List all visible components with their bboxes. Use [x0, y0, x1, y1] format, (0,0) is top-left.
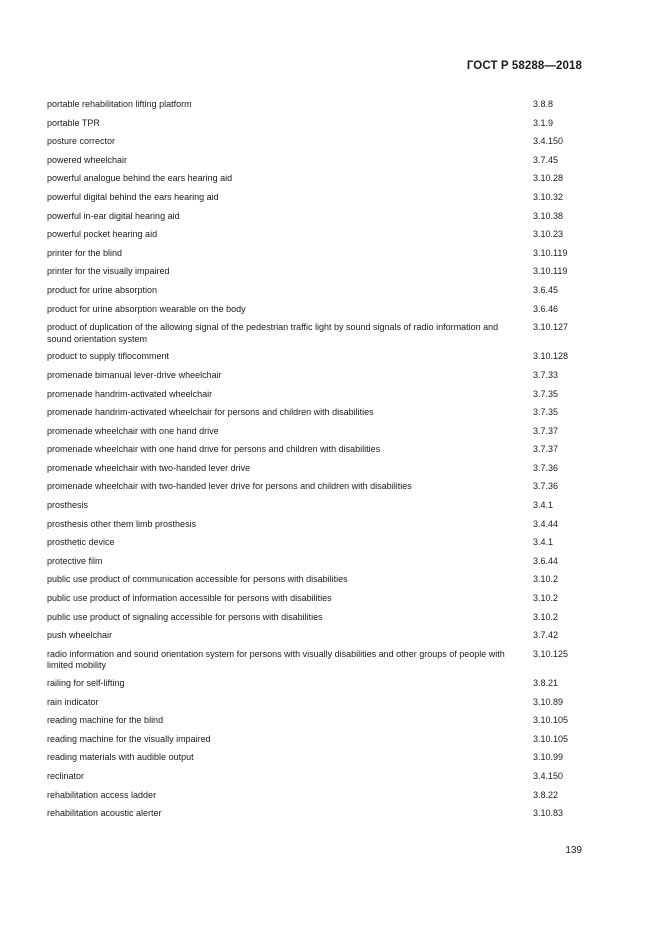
index-entry	[47, 516, 587, 535]
entry-term: prosthesis other them limb prosthesis	[47, 518, 197, 529]
entry-term: product to supply tiflocomment	[47, 351, 170, 362]
entry-reference: 3.4.44	[533, 518, 559, 529]
entry-term: reading materials with audible output	[47, 752, 194, 763]
entry-reference: 3.7.37	[533, 444, 559, 455]
index-entry	[47, 152, 587, 171]
entry-reference: 3.10.105	[533, 733, 569, 744]
entry-reference: 3.10.99	[533, 752, 564, 763]
entry-term: printer for the visually impaired	[47, 266, 170, 277]
entry-reference: 3.6.44	[533, 555, 559, 566]
entry-term: public use product of communication accessible for persons with disabilities	[47, 574, 348, 585]
index-entry	[47, 348, 587, 367]
entry-term: promenade handrim-activated wheelchair for persons and children with disabilities	[47, 407, 374, 418]
entry-reference: 3.10.89	[533, 696, 564, 707]
index-entry	[47, 441, 587, 460]
entry-reference: 3.10.28	[533, 173, 564, 184]
index-entry	[47, 404, 587, 423]
entry-term: rehabilitation acoustic alerter	[47, 808, 162, 819]
index-entry	[47, 675, 587, 694]
entry-term: powerful digital behind the ears hearing aid	[47, 191, 219, 202]
entry-reference: 3.6.45	[533, 284, 559, 295]
index-entry	[47, 245, 587, 264]
index-entry	[47, 282, 587, 301]
entry-term: powerful in-ear digital hearing aid	[47, 210, 180, 221]
entry-reference: 3.10.119	[533, 266, 568, 277]
entry-term: posture corrector	[47, 136, 116, 147]
entry-term: promenade wheelchair with one hand drive	[47, 425, 219, 436]
entry-reference: 3.8.22	[533, 789, 559, 800]
index-entry	[47, 787, 587, 806]
index-entry	[47, 731, 587, 750]
entry-term: portable TPR	[47, 117, 100, 128]
index-entry	[47, 571, 587, 590]
index-entry	[47, 170, 587, 189]
entry-term: protective film	[47, 555, 103, 566]
index-entry	[47, 749, 587, 768]
page-number: 139	[565, 845, 582, 856]
entry-reference: 3.6.46	[533, 303, 559, 314]
entry-reference: 3.10.105	[533, 715, 569, 726]
entry-reference: 3.7.33	[533, 369, 559, 380]
entry-reference: 3.10.119	[533, 247, 568, 258]
entry-term: promenade wheelchair with two-handed lever drive for persons and children with disabilities	[47, 481, 412, 492]
entry-term: product for urine absorption	[47, 284, 158, 295]
entry-term: reading machine for the blind	[47, 715, 164, 726]
entry-term: prosthesis	[47, 500, 89, 511]
entry-reference: 3.4.1	[533, 537, 554, 548]
entry-reference: 3.7.35	[533, 388, 559, 399]
entry-reference: 3.10.32	[533, 191, 564, 202]
entry-reference: 3.7.36	[533, 462, 559, 473]
index-entry	[47, 534, 587, 553]
entry-term: rehabilitation access ladder	[47, 789, 157, 800]
entry-reference: 3.1.9	[533, 117, 554, 128]
index-entry	[47, 263, 587, 282]
entry-term: powered wheelchair	[47, 154, 128, 165]
index-entry	[47, 423, 587, 442]
entry-reference: 3.7.35	[533, 407, 559, 418]
entry-reference: 3.10.2	[533, 611, 559, 622]
entry-reference: 3.7.36	[533, 481, 559, 492]
entry-reference: 3.10.128	[533, 351, 569, 362]
entry-reference: 3.10.23	[533, 229, 564, 240]
index-entry	[47, 694, 587, 713]
entry-reference: 3.7.37	[533, 425, 559, 436]
entry-term: radio information and sound orientation system for persons with visually disabilities and other groups of people with limited mobility	[47, 648, 505, 671]
entry-term: prosthetic device	[47, 537, 115, 548]
index-entry	[47, 115, 587, 134]
index-entry-list	[47, 96, 587, 824]
entry-term: promenade wheelchair with one hand drive for persons and children with disabilities	[47, 444, 381, 455]
entry-term: powerful analogue behind the ears hearing aid	[47, 173, 233, 184]
index-entry	[47, 553, 587, 572]
entry-term: portable rehabilitation lifting platform	[47, 99, 192, 109]
entry-reference: 3.10.2	[533, 574, 559, 585]
entry-reference: 3.10.125	[533, 648, 569, 659]
index-entry	[47, 497, 587, 516]
entry-reference: 3.8.21	[533, 678, 559, 688]
index-entry	[47, 367, 587, 386]
entry-term: reclinator	[47, 770, 85, 781]
index-entry	[47, 460, 587, 479]
index-entry	[47, 189, 587, 208]
standard-number: ГОСТ Р 58288—2018	[466, 60, 582, 72]
entry-reference: 3.4.1	[533, 500, 554, 511]
index-entry	[47, 301, 587, 320]
index-entry	[47, 386, 587, 405]
entry-term: product for urine absorption wearable on the body	[47, 303, 246, 314]
index-entry	[47, 208, 587, 227]
index-entry	[47, 627, 587, 646]
index-entry	[47, 133, 587, 152]
index-entry	[47, 96, 587, 115]
entry-reference: 3.4.150	[533, 770, 564, 781]
entry-reference: 3.10.83	[533, 808, 564, 819]
index-entry	[47, 712, 587, 731]
entry-reference: 3.7.45	[533, 154, 559, 165]
entry-reference: 3.10.2	[533, 593, 559, 604]
document-header	[467, 60, 582, 72]
entry-reference: 3.7.42	[533, 630, 559, 641]
entry-term: product of duplication of the allowing signal of the pedestrian traffic light by sound signals of radio information and sound orientation system	[47, 322, 499, 344]
index-entry	[47, 478, 587, 497]
entry-term: railing for self-lifting	[47, 678, 125, 688]
index-entry	[47, 805, 587, 824]
index-entry	[47, 768, 587, 787]
entry-reference: 3.8.8	[533, 99, 554, 109]
entry-term: promenade handrim-activated wheelchair	[47, 388, 213, 399]
entry-term: public use product of information accessible for persons with disabilities	[47, 593, 332, 604]
entry-term: promenade wheelchair with two-handed lever drive	[47, 462, 251, 473]
entry-reference: 3.10.127	[533, 322, 569, 333]
index-entry	[47, 590, 587, 609]
entry-term: powerful pocket hearing aid	[47, 229, 158, 240]
index-entry	[47, 319, 587, 348]
index-entry	[47, 609, 587, 628]
entry-term: push wheelchair	[47, 630, 113, 641]
entry-reference: 3.10.38	[533, 210, 564, 221]
entry-term: rain indicator	[47, 696, 99, 707]
index-entry	[47, 646, 587, 675]
index-entry	[47, 226, 587, 245]
entry-term: reading machine for the visually impaired	[47, 733, 211, 744]
entry-term: public use product of signaling accessible for persons with disabilities	[47, 611, 323, 622]
entry-term: promenade bimanual lever-drive wheelchair	[47, 369, 222, 380]
entry-term: printer for the blind	[47, 247, 123, 258]
entry-reference: 3.4.150	[533, 136, 564, 147]
